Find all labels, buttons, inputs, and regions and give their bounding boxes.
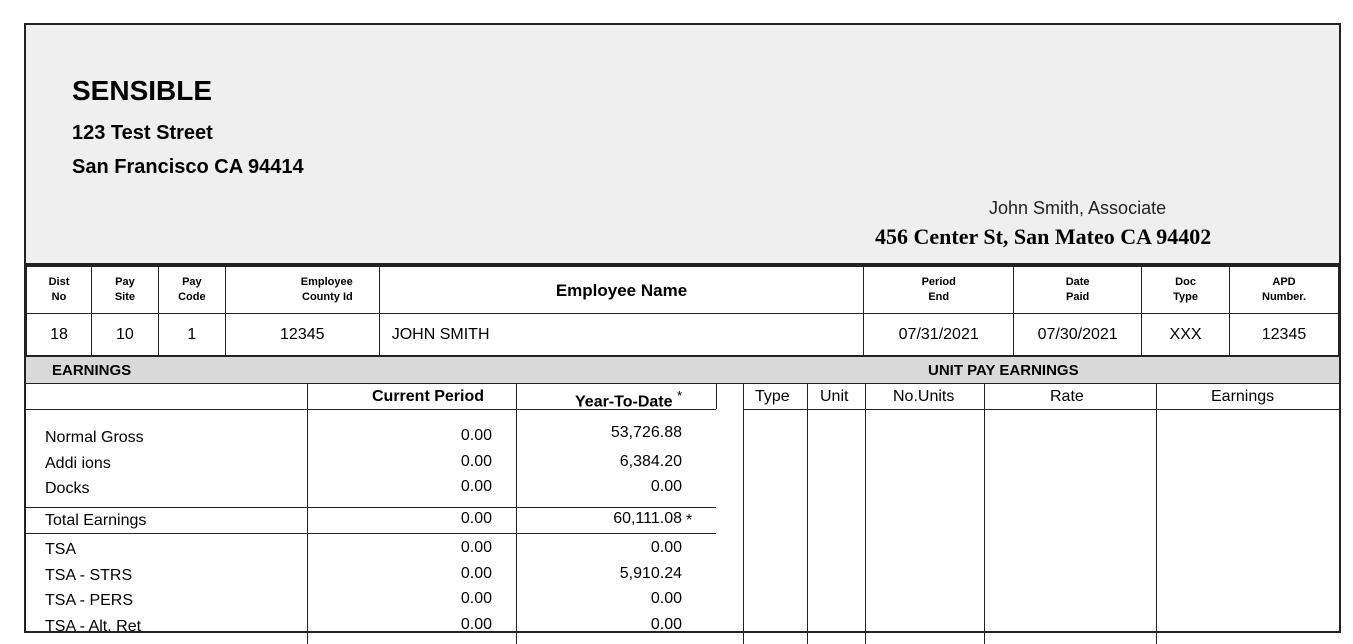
divider [26, 533, 716, 534]
col-year-to-date: Year-To-Date * [575, 388, 683, 411]
stub-header [26, 25, 1339, 266]
total-star: * [686, 512, 693, 529]
header-date-paid: Date Paid [1014, 267, 1142, 314]
col-unit: Unit [820, 388, 849, 405]
col-current-period: Current Period [372, 388, 485, 405]
divider [865, 384, 866, 644]
value-employee-name: JOHN SMITH [379, 314, 864, 356]
header-pay-code: Pay Code [158, 267, 225, 314]
header-pay-site: Pay Site [91, 267, 158, 314]
divider [516, 384, 517, 644]
col-no-units: No.Units [893, 388, 955, 405]
company-street: 123 Test Street [72, 122, 213, 144]
employee-name-title: John Smith, Associate [989, 198, 1167, 218]
info-header-row [27, 267, 1339, 314]
value-county-id: 12345 [225, 314, 379, 356]
divider [807, 384, 808, 644]
value-apd-number: 12345 [1230, 314, 1339, 356]
header-county-id: Employee County Id [225, 267, 379, 314]
earnings-section-bar [26, 356, 1339, 384]
value-date-paid: 07/30/2021 [1014, 314, 1142, 356]
divider [716, 384, 717, 409]
employee-address: 456 Center St, San Mateo CA 94402 [875, 224, 1212, 249]
header-apd-number: APD Number. [1230, 267, 1339, 314]
value-pay-code: 1 [158, 314, 225, 356]
col-earnings: Earnings [1211, 388, 1275, 405]
header-dist-no: Dist No [27, 267, 92, 314]
divider [1156, 384, 1157, 644]
value-dist-no: 18 [27, 314, 92, 356]
col-rate: Rate [1050, 388, 1084, 405]
pay-stub [24, 23, 1341, 633]
earnings-title: EARNINGS [52, 362, 132, 379]
employee-info-table [26, 266, 1339, 356]
header-period-end: Period End [864, 267, 1014, 314]
col-type: Type [755, 388, 790, 405]
value-period-end: 07/31/2021 [864, 314, 1014, 356]
company-name: SENSIBLE [72, 75, 213, 106]
info-value-row [27, 314, 1339, 356]
unit-pay-earnings-title: UNIT PAY EARNINGS [928, 362, 1079, 379]
value-doc-type: XXX [1142, 314, 1230, 356]
header-doc-type: Doc Type [1142, 267, 1230, 314]
divider [984, 384, 985, 644]
header-employee-name: Employee Name [379, 267, 864, 314]
earnings-grid: Current Period Year-To-Date * Type Unit No.Units Rate Earnings Normal Gross 0.00 53,726.88 Addi ions 0.00 6,384.20 Docks 0.00 0.00 Total Earnings 0.00 60,111.08 * TSA 0.00 0.00 TSA - STRS 0.00 5,910.24 TSA - PERS 0.00 0.00 TSA - Alt. Ret 0.00 0.00 [26, 384, 1339, 644]
divider [743, 384, 744, 644]
divider [307, 384, 308, 644]
company-city: San Francisco CA 94414 [72, 156, 304, 178]
divider [743, 409, 1339, 410]
divider [26, 507, 716, 508]
value-pay-site: 10 [91, 314, 158, 356]
